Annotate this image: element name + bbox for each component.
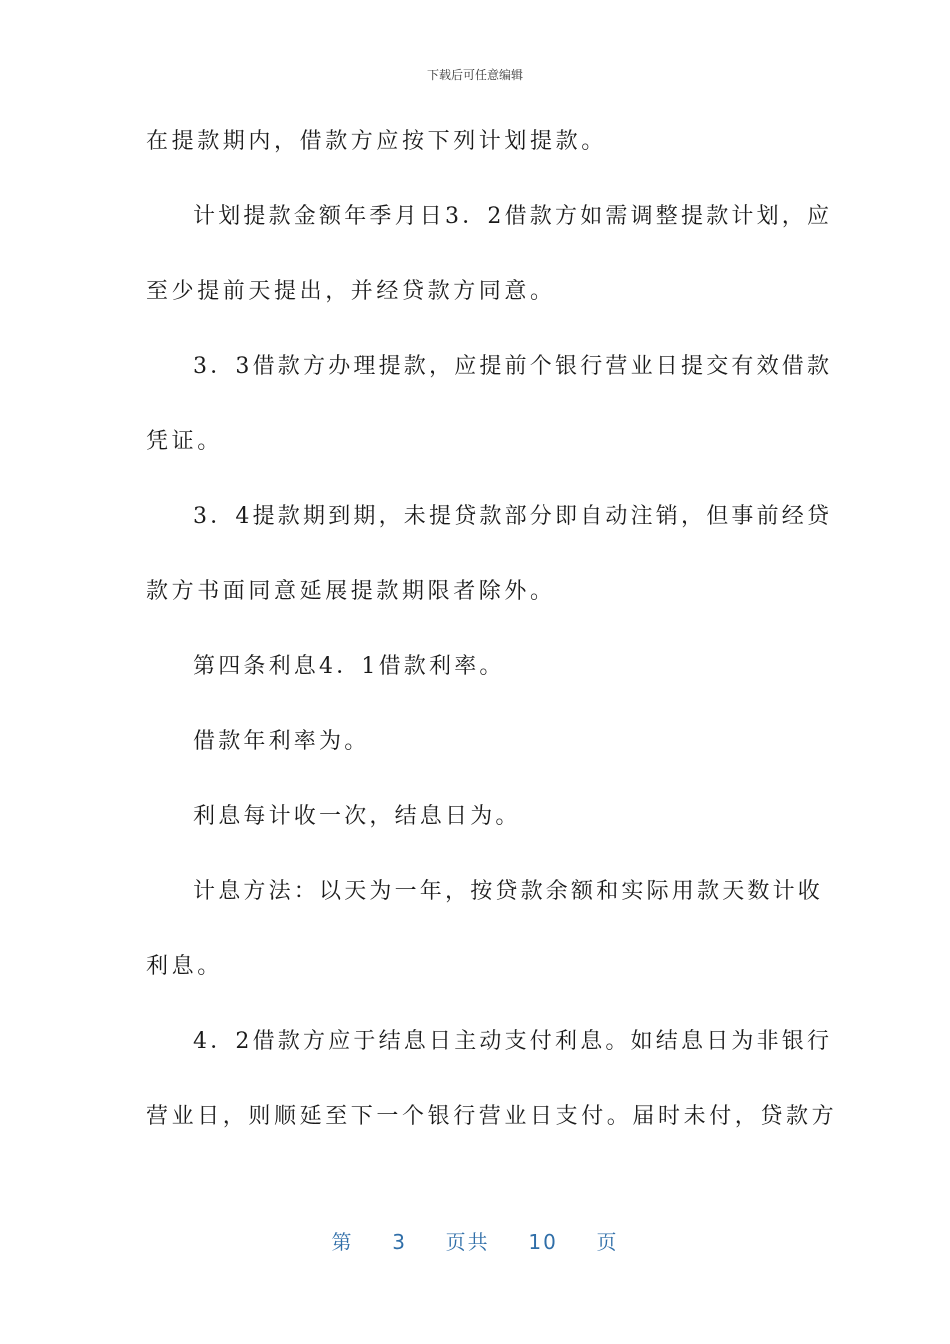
text-line: 营业日，则顺延至下一个银行营业日支付。届时未付，贷款方 — [146, 1104, 838, 1129]
footer-total-pages: 10 — [528, 1230, 558, 1254]
footer-page-number: 3 — [392, 1230, 407, 1254]
text-line: 计息方法：以天为一年，按贷款余额和实际用款天数计收 — [193, 879, 824, 904]
text-line: 凭证。 — [146, 429, 223, 454]
text-line: 第四条利息4．1借款利率。 — [193, 654, 505, 679]
text-line: 利息。 — [146, 954, 223, 979]
text-line: 借款年利率为。 — [193, 729, 370, 754]
text-line: 3．3借款方办理提款，应提前个银行营业日提交有效借款 — [193, 354, 833, 379]
page-footer — [0, 1226, 950, 1255]
text-line: 利息每计收一次，结息日为。 — [193, 804, 521, 829]
footer-prefix: 第 — [331, 1230, 354, 1254]
text-line: 计划提款金额年季月日3．2借款方如需调整提款计划，应 — [193, 204, 833, 229]
text-line: 3．4提款期到期，未提贷款部分即自动注销，但事前经贷 — [193, 504, 833, 529]
text-line: 4．2借款方应于结息日主动支付利息。如结息日为非银行 — [193, 1029, 833, 1054]
text-line: 款方书面同意延展提款期限者除外。 — [146, 579, 556, 604]
footer-suffix: 页 — [596, 1230, 619, 1254]
text-line: 在提款期内，借款方应按下列计划提款。 — [146, 129, 607, 154]
footer-middle: 页共 — [445, 1230, 490, 1254]
page-header: 下载后可任意编辑 — [426, 68, 523, 82]
text-line: 至少提前天提出，并经贷款方同意。 — [146, 279, 556, 304]
